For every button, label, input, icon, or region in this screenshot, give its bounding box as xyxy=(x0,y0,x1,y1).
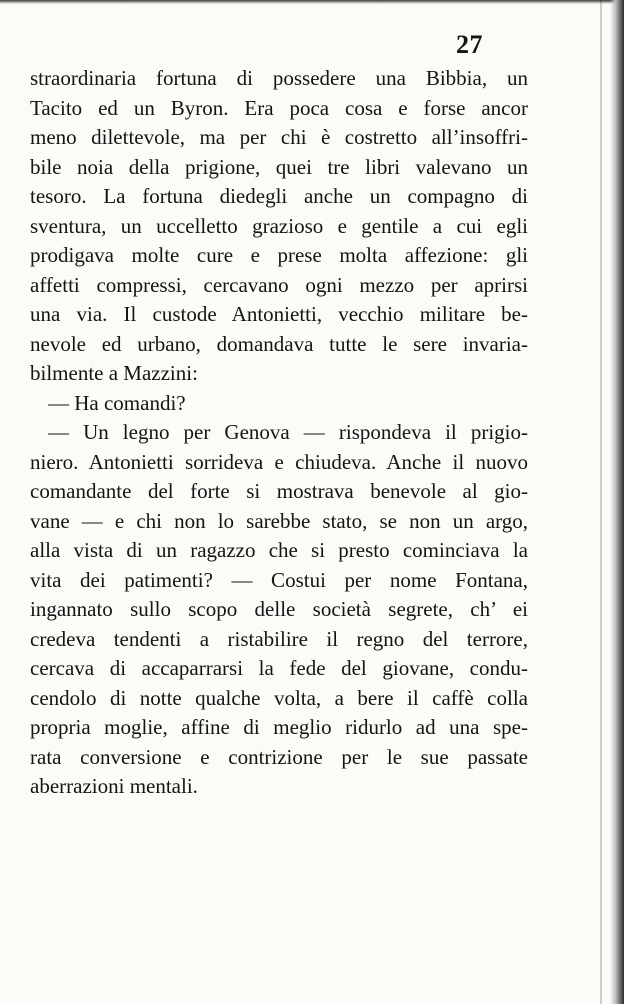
text-line: Tacito ed un Byron. Era poca cosa e forse ancor xyxy=(30,95,528,120)
page-top-shadow xyxy=(0,0,624,4)
binding-shadow xyxy=(610,0,624,1004)
text-line: cendolo di notte qualche volta, a bere il caffè colla xyxy=(30,685,528,710)
text-line: cercava di accaparrarsi la fede del giovane, condu- xyxy=(30,656,528,680)
dialogue-line: — Un legno per Genova — rispondeva il prigio- xyxy=(48,420,528,444)
binding-crease xyxy=(600,0,602,1004)
text-line: credeva tendenti a ristabilire il regno del terrore, xyxy=(30,626,528,651)
text-line: affetti compressi, cercavano ogni mezzo per aprirsi xyxy=(30,272,528,297)
text-line: una via. Il custode Antonietti, vecchio militare be- xyxy=(30,302,528,326)
text-line: prodigava molte cure e prese molta affezione: gli xyxy=(30,243,528,267)
dialogue-line: — Ha comandi? xyxy=(48,390,186,415)
text-line: niero. Antonietti sorrideva e chiudeva. Anche il nuovo xyxy=(30,449,528,474)
text-line: meno dilettevole, ma per chi è costretto all’insoffri- xyxy=(30,125,528,149)
text-line: vita dei patimenti? — Costui per nome Fontana, xyxy=(30,567,528,592)
text-line: aberrazioni mentali. xyxy=(30,774,198,798)
text-line: tesoro. La fortuna diedegli anche un compagno di xyxy=(30,184,528,208)
text-line: bile noia della prigione, quei tre libri valevano un xyxy=(30,154,528,179)
body-text xyxy=(30,64,528,802)
text-line: vane — e chi non lo sarebbe stato, se non un argo, xyxy=(30,508,528,533)
text-line: propria moglie, affine di meglio ridurlo ad una spe- xyxy=(30,715,528,739)
text-line: ingannato sullo scopo delle società segrete, ch’ ei xyxy=(30,597,528,621)
page-number: 27 xyxy=(456,30,483,59)
text-line: comandante del forte si mostrava benevole al gio- xyxy=(30,479,528,503)
text-line: sventura, un uccelletto grazioso e gentile a cui egli xyxy=(30,213,528,238)
text-line: bilmente a Mazzini: xyxy=(30,361,198,385)
text-line: straordinaria fortuna di possedere una Bibbia, un xyxy=(30,66,528,90)
text-line: rata conversione e contrizione per le sue passate xyxy=(30,744,528,769)
text-line: alla vista di un ragazzo che si presto cominciava la xyxy=(30,538,528,562)
text-line: nevole ed urbano, domandava tutte le sere invaria- xyxy=(30,331,528,356)
